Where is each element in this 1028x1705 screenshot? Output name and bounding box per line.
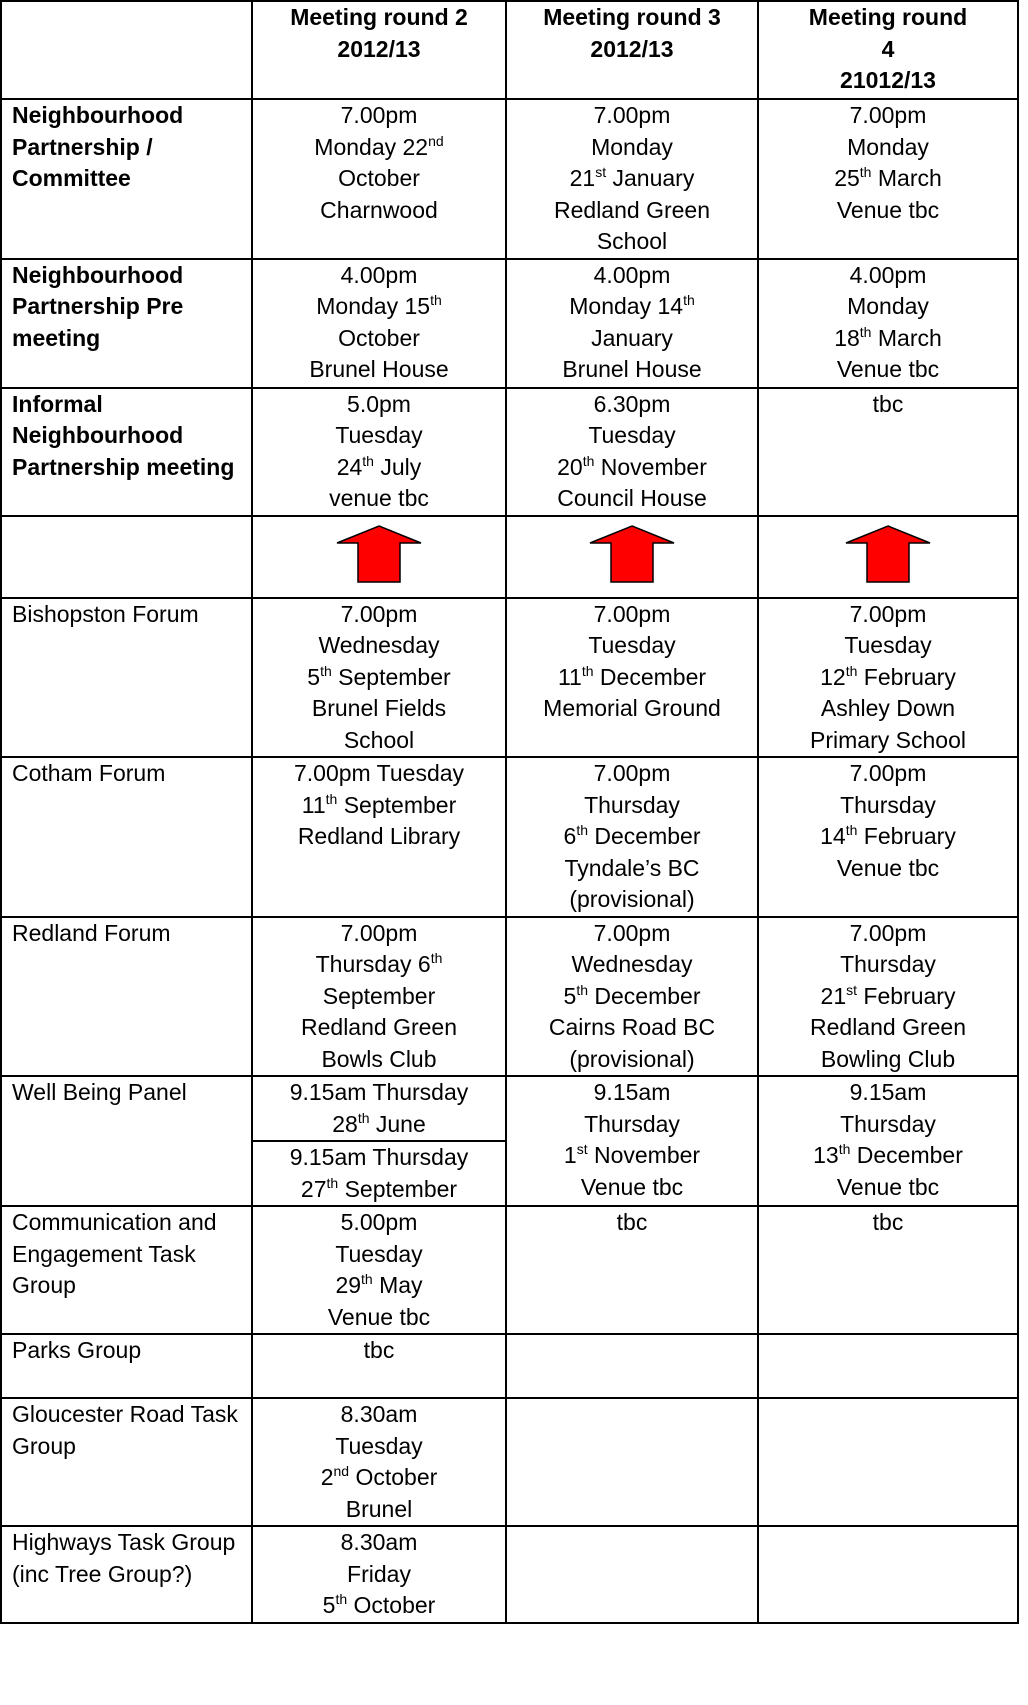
- meeting-line: 9.15am Thursday: [289, 1144, 469, 1170]
- schedule-cell-round-2: [252, 99, 506, 259]
- meeting-line: 7.00pm: [340, 102, 418, 128]
- row-label-cell: [1, 99, 252, 259]
- header-cell-round-3: [506, 1, 758, 99]
- meeting-line: 7.00pm: [593, 919, 671, 946]
- row-label: Neighbourhood Partnership Pre meeting: [12, 261, 184, 351]
- meeting-line: 5th October: [322, 1591, 436, 1618]
- meeting-line: Redland Library: [297, 823, 461, 849]
- schedule-cell-round-3: [506, 259, 758, 388]
- arrow-row-label-cell: [1, 516, 252, 598]
- row-label: Informal Neighbourhood Partnership meeting: [12, 390, 235, 480]
- header-cell-round-2: [252, 1, 506, 99]
- schedule-cell-round-4: [758, 598, 1018, 758]
- schedule-cell-round-3: [506, 1334, 758, 1398]
- header-line: 21012/13: [840, 67, 936, 93]
- meeting-line: Tuesday: [335, 1432, 423, 1459]
- split-part: [253, 1077, 505, 1142]
- schedule-cell-round-2: [252, 1398, 506, 1526]
- meeting-line: 21st January: [569, 164, 695, 191]
- meeting-line: Tuesday: [844, 632, 932, 658]
- meeting-line: 7.00pm: [593, 102, 671, 128]
- meeting-line: 27th September: [300, 1174, 458, 1202]
- schedule-cell-round-2: [252, 1526, 506, 1623]
- meeting-line: 7.00pm Tuesday: [293, 760, 465, 786]
- header-line: 4: [881, 35, 895, 62]
- up-arrow-icon: [845, 525, 931, 583]
- meeting-line: (provisional): [569, 886, 695, 912]
- meeting-line: 11th September: [301, 790, 457, 818]
- meeting-line: 5.00pm: [340, 1209, 418, 1235]
- meeting-line: Thursday: [584, 1110, 680, 1137]
- meeting-line: School: [596, 228, 668, 254]
- meeting-line: 2nd October: [320, 1463, 438, 1490]
- up-arrow-icon: [589, 525, 675, 583]
- schedule-cell-round-3: [506, 1076, 758, 1206]
- meeting-line: Monday 22nd: [314, 132, 444, 160]
- meeting-line: Brunel House: [309, 356, 449, 382]
- meeting-line: 18th March: [834, 323, 942, 351]
- meeting-line: Venue tbc: [836, 1173, 940, 1200]
- meeting-line: Wednesday: [318, 632, 440, 658]
- row-label-cell: [1, 1076, 252, 1206]
- meeting-line: Tuesday: [335, 422, 423, 448]
- meeting-line: Cairns Road BC: [548, 1014, 716, 1040]
- meeting-line: October: [338, 324, 420, 351]
- meeting-line: Charnwood: [320, 196, 438, 223]
- split-cell: [253, 1077, 505, 1205]
- header-corner-cell: [1, 1, 252, 99]
- schedule-cell-round-2: [252, 259, 506, 388]
- schedule-cell-round-4: [758, 388, 1018, 516]
- meeting-line: 13th December: [813, 1141, 963, 1168]
- header-row: [1, 1, 1018, 99]
- meeting-line: Tuesday: [588, 632, 676, 658]
- schedule-cell-round-4: [758, 99, 1018, 259]
- schedule-cell-round-3: [506, 388, 758, 516]
- meeting-line: Memorial Ground: [543, 695, 721, 721]
- schedule-cell-round-2: [252, 1076, 506, 1206]
- meeting-line: Tyndale’s BC: [564, 854, 700, 881]
- meeting-line: Tuesday: [588, 422, 676, 448]
- meeting-line: 9.15am Thursday: [289, 1079, 469, 1105]
- meeting-line: 11th December: [557, 662, 707, 690]
- meeting-line: (provisional): [569, 1045, 695, 1072]
- schedule-cell-round-3: [506, 1398, 758, 1526]
- meeting-line: Wednesday: [571, 951, 693, 977]
- schedule-cell-round-4: [758, 757, 1018, 917]
- header-line: 2012/13: [590, 35, 674, 62]
- arrow-cell: [758, 516, 1018, 598]
- meeting-line: Redland Green: [301, 1014, 457, 1040]
- meeting-line: 8.30am: [340, 1529, 418, 1555]
- row-label-cell: [1, 1334, 252, 1398]
- schedule-body: [1, 1, 1018, 1623]
- meeting-line: 20th November: [557, 452, 707, 480]
- schedule-cell-round-3: [506, 1206, 758, 1334]
- meeting-line: 4.00pm: [849, 261, 927, 288]
- meeting-line: Primary School: [810, 726, 966, 753]
- row-label-cell: [1, 388, 252, 516]
- schedule-cell-round-2: [252, 1334, 506, 1398]
- meeting-line: October: [338, 165, 420, 191]
- schedule-cell-round-2: [252, 757, 506, 917]
- schedule-cell-round-4: [758, 1398, 1018, 1526]
- header-line: Meeting round 2: [290, 4, 468, 30]
- meeting-line: 14th February: [820, 822, 956, 849]
- header-line: Meeting round 3: [543, 4, 721, 30]
- meeting-line: Ashley Down: [820, 695, 956, 721]
- header-cell-round-4: [758, 1, 1018, 99]
- schedule-cell-round-3: [506, 598, 758, 758]
- meeting-line: Venue tbc: [836, 196, 940, 223]
- meeting-line: Bowling Club: [820, 1045, 956, 1072]
- meeting-line: Thursday: [584, 791, 680, 818]
- meeting-line: Bowls Club: [321, 1045, 437, 1072]
- row-label-cell: [1, 757, 252, 917]
- meeting-line: 21st February: [820, 981, 956, 1009]
- schedule-row: [1, 1334, 1018, 1398]
- row-label: Well Being Panel: [12, 1079, 187, 1105]
- row-label-cell: [1, 917, 252, 1077]
- meeting-line: 24th July: [336, 452, 422, 480]
- row-label: Highways Task Group (inc Tree Group?): [12, 1529, 236, 1587]
- schedule-cell-round-4: [758, 1526, 1018, 1623]
- schedule-row: [1, 388, 1018, 516]
- meeting-line: 9.15am: [593, 1079, 671, 1105]
- schedule-cell-round-2: [252, 917, 506, 1077]
- meeting-line: Venue tbc: [327, 1303, 431, 1330]
- meeting-line: 7.00pm: [340, 919, 418, 946]
- meeting-line: Monday 15th: [316, 292, 442, 319]
- meeting-line: tbc: [363, 1337, 395, 1363]
- schedule-row: [1, 757, 1018, 917]
- meeting-line: 12th February: [820, 662, 956, 690]
- arrow-cell: [252, 516, 506, 598]
- schedule-cell-round-3: [506, 1526, 758, 1623]
- row-label-cell: [1, 598, 252, 758]
- schedule-cell-round-4: [758, 1076, 1018, 1206]
- arrow-cell: [506, 516, 758, 598]
- schedule-cell-round-4: [758, 1206, 1018, 1334]
- up-arrow-icon: [336, 525, 422, 583]
- meeting-line: 7.00pm: [849, 919, 927, 946]
- split-part: [253, 1142, 505, 1205]
- meeting-line: 5.0pm: [347, 390, 411, 417]
- schedule-row: [1, 1076, 1018, 1206]
- meeting-line: Monday: [847, 293, 929, 319]
- schedule-row: [1, 259, 1018, 388]
- meeting-line: 7.00pm: [849, 102, 927, 128]
- meeting-line: venue tbc: [329, 485, 429, 511]
- meeting-line: 5th December: [563, 981, 701, 1009]
- schedule-cell-round-2: [252, 1206, 506, 1334]
- meeting-line: Brunel Fields: [311, 695, 447, 721]
- meeting-line: 7.00pm: [593, 600, 671, 627]
- schedule-cell-round-2: [252, 598, 506, 758]
- meeting-line: 5th September: [307, 662, 451, 690]
- meeting-line: 29th May: [335, 1271, 423, 1298]
- meeting-line: September: [322, 982, 436, 1009]
- meeting-line: Monday: [847, 133, 929, 160]
- arrow-row: [1, 516, 1018, 598]
- meeting-line: 7.00pm: [593, 760, 671, 786]
- meeting-line: Monday 14th: [569, 292, 695, 319]
- meeting-line: tbc: [872, 1209, 904, 1235]
- meeting-line: tbc: [872, 390, 904, 417]
- meeting-line: 25th March: [834, 164, 942, 191]
- schedule-cell-round-3: [506, 757, 758, 917]
- meeting-line: Redland Green: [554, 196, 710, 223]
- meeting-line: Council House: [557, 485, 707, 511]
- schedule-row: [1, 1398, 1018, 1526]
- row-label: Gloucester Road Task Group: [12, 1401, 238, 1459]
- row-label: Redland Forum: [12, 919, 171, 946]
- meeting-line: School: [343, 726, 415, 753]
- meeting-line: 7.00pm: [849, 760, 927, 786]
- row-label: Parks Group: [12, 1337, 142, 1363]
- meeting-line: 7.00pm: [340, 600, 418, 627]
- schedule-cell-round-4: [758, 259, 1018, 388]
- meeting-line: Thursday: [840, 791, 936, 818]
- schedule-cell-round-4: [758, 917, 1018, 1077]
- meeting-line: 28th June: [332, 1109, 426, 1137]
- schedule-cell-round-3: [506, 99, 758, 259]
- meeting-line: Monday: [591, 133, 673, 160]
- meeting-line: 8.30am: [340, 1401, 418, 1427]
- meeting-line: 6th December: [563, 822, 701, 849]
- meeting-line: 4.00pm: [340, 261, 418, 288]
- schedule-row: [1, 917, 1018, 1077]
- row-label-cell: [1, 1206, 252, 1334]
- row-label-cell: [1, 1398, 252, 1526]
- schedule-row: [1, 598, 1018, 758]
- schedule-row: [1, 1526, 1018, 1623]
- meeting-line: Tuesday: [335, 1240, 423, 1267]
- header-line: Meeting round: [808, 4, 968, 30]
- meeting-line: Thursday: [840, 1110, 936, 1137]
- meeting-line: Thursday 6th: [315, 950, 443, 977]
- schedule-row: [1, 1206, 1018, 1334]
- meeting-line: 1st November: [563, 1141, 701, 1168]
- meeting-line: Friday: [347, 1560, 411, 1587]
- meeting-line: Venue tbc: [580, 1173, 684, 1200]
- meeting-line: January: [591, 324, 673, 351]
- schedule-cell-round-2: [252, 388, 506, 516]
- row-label: Neighbourhood Partnership / Committee: [12, 102, 184, 191]
- meeting-line: Venue tbc: [836, 854, 940, 881]
- meeting-line: tbc: [616, 1209, 648, 1235]
- meeting-line: Brunel: [345, 1495, 413, 1522]
- meeting-line: 6.30pm: [593, 390, 671, 417]
- schedule-cell-round-3: [506, 917, 758, 1077]
- meeting-line: Redland Green: [810, 1014, 966, 1040]
- row-label: Communication and Engagement Task Group: [12, 1209, 217, 1298]
- meeting-line: Venue tbc: [836, 356, 940, 382]
- row-label-cell: [1, 1526, 252, 1623]
- meeting-line: Brunel House: [562, 356, 702, 382]
- meeting-line: 9.15am: [849, 1079, 927, 1105]
- row-label: Cotham Forum: [12, 760, 166, 786]
- schedule-cell-round-4: [758, 1334, 1018, 1398]
- meeting-line: 4.00pm: [593, 261, 671, 288]
- schedule-row: [1, 99, 1018, 259]
- meeting-line: Thursday: [840, 951, 936, 977]
- row-label-cell: [1, 259, 252, 388]
- meeting-line: 7.00pm: [849, 600, 927, 627]
- row-label: Bishopston Forum: [12, 600, 199, 627]
- header-line: 2012/13: [337, 35, 421, 62]
